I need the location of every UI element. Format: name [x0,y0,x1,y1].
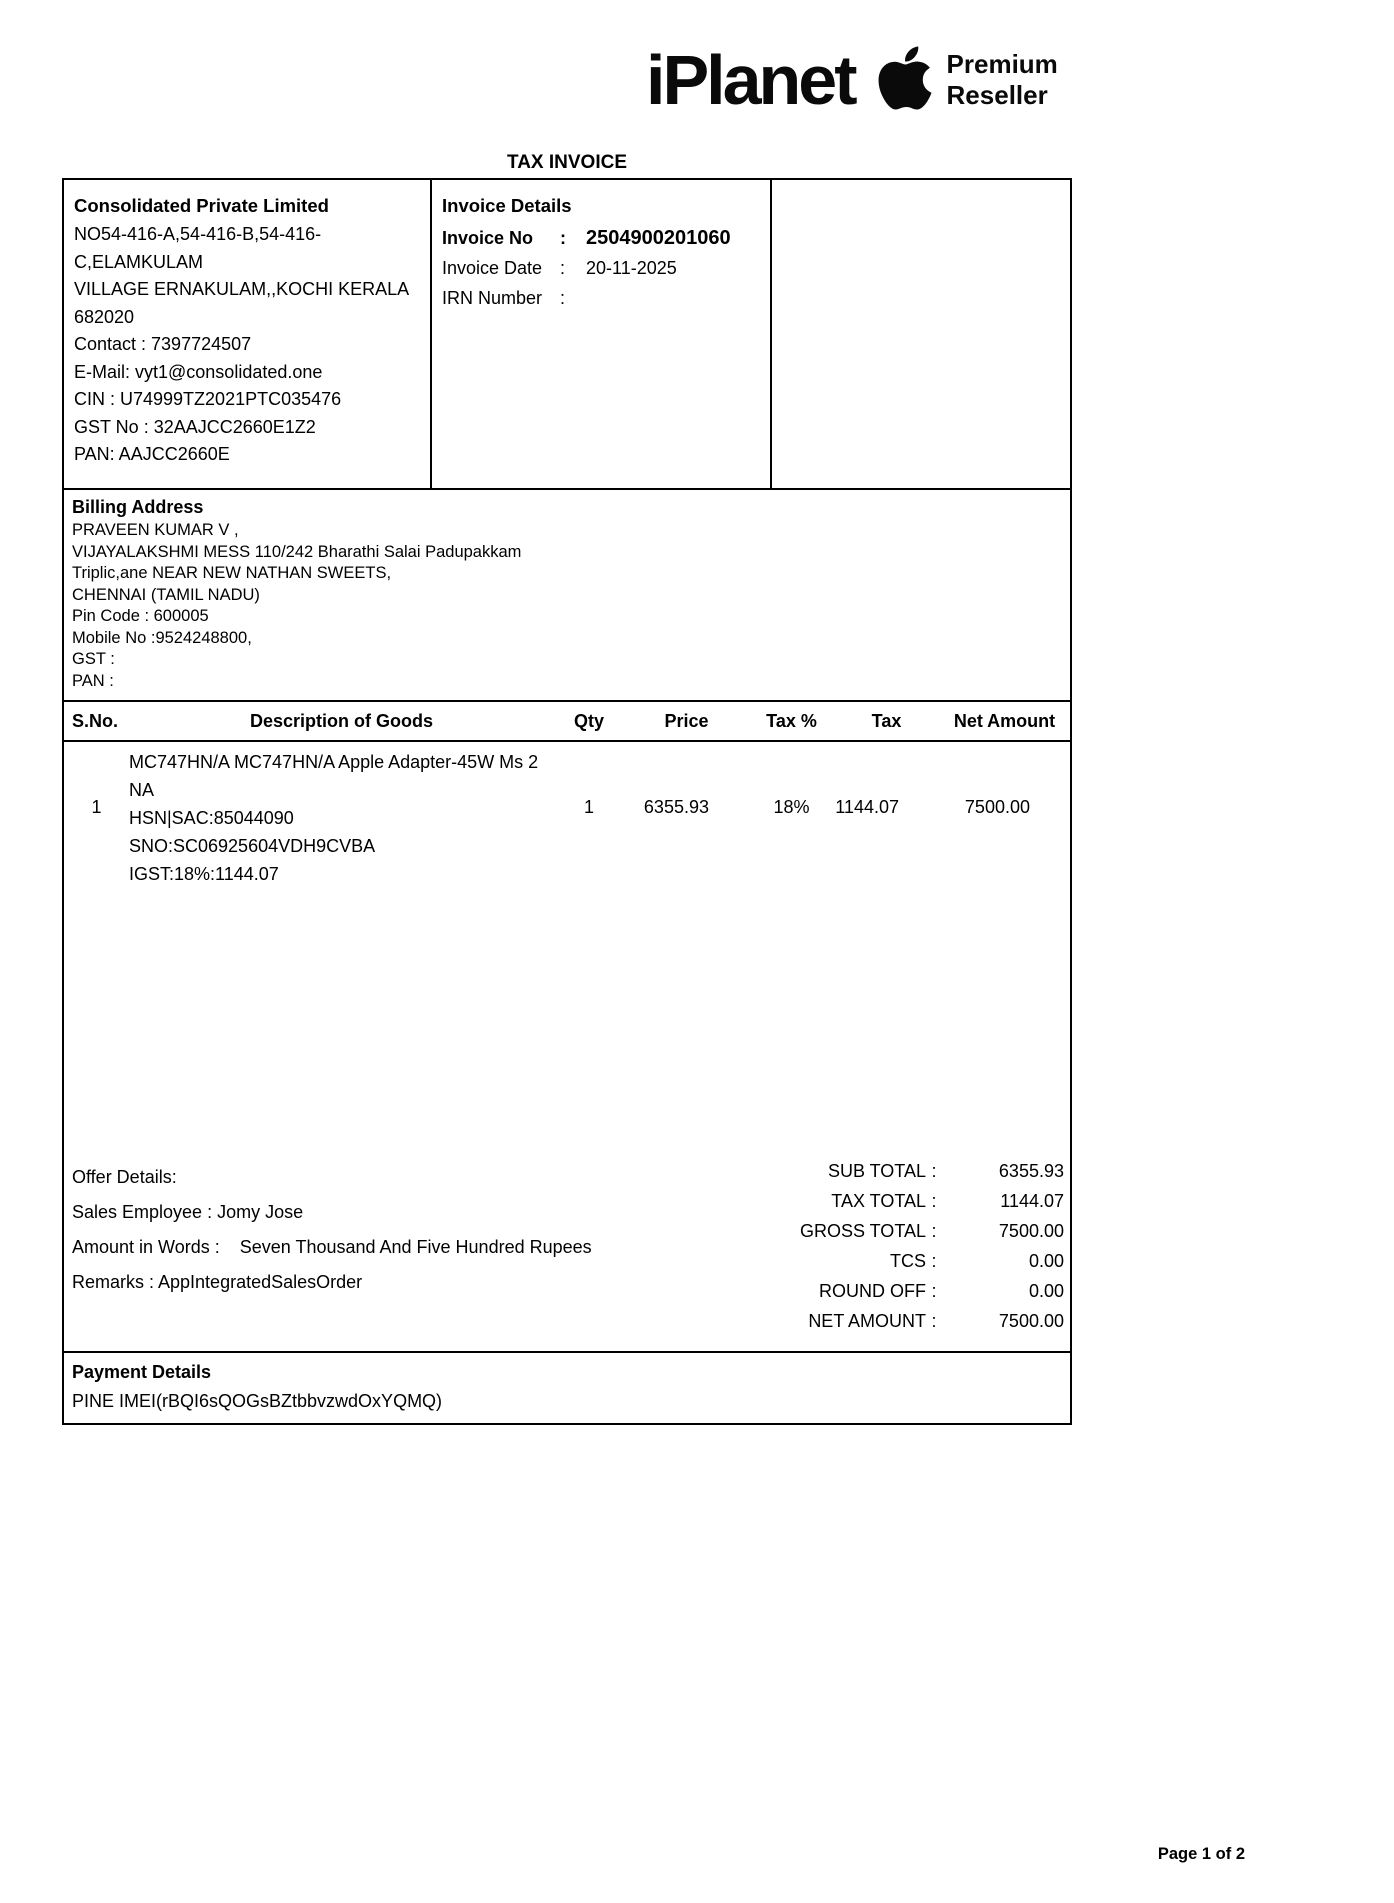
total-row-sub-total [624,1156,1064,1186]
remarks: Remarks : AppIntegratedSalesOrder [72,1272,363,1292]
col-header-tax: Tax [871,710,902,731]
payment-details [64,1353,1070,1416]
totals-block [624,1148,1070,1351]
amount-in-words-value: Seven Thousand And Five Hundred Rupees [239,1237,592,1257]
invoice-details [432,180,772,488]
irn-row [442,283,760,313]
page-number: Page 1 of 2 [1157,1845,1245,1863]
irn-label: IRN Number [442,288,543,308]
top-section [64,180,1070,490]
invoice-box [62,178,1072,1425]
net-amount-colon: : [931,1311,937,1331]
net-amount-label: NET AMOUNT [808,1311,926,1331]
table-row [64,742,1070,888]
sub-total-colon: : [931,1161,937,1181]
col-header-qty: Qty [573,710,604,731]
items-table-header [64,702,1070,742]
round-off-colon: : [931,1281,937,1301]
sub-total-label: SUB TOTAL [827,1161,926,1181]
invoice-date-label: Invoice Date [442,258,543,278]
seller-email: E-Mail: vyt1@consolidated.one [74,361,323,382]
offer-details: Offer Details: [72,1167,177,1187]
billing-gst: GST : [72,650,115,668]
irn-value [586,283,760,313]
tax-total-value: 1144.07 [1000,1191,1064,1211]
net-amount-value: 7500.00 [998,1311,1064,1331]
item-sno: 1 [91,796,102,817]
amount-in-words-row [72,1230,624,1265]
col-header-tax-pct: Tax % [766,710,817,731]
seller-address-line-2: VILLAGE ERNAKULAM,,KOCHI KERALA 682020 [74,279,409,327]
col-header-description: Description of Goods [249,710,433,731]
payment-details-line: PINE IMEI(rBQI6sQOGsBZtbbvzwdOxYQMQ) [72,1391,443,1411]
invoice-no-value: 2504900201060 [586,227,731,249]
col-header-sno: S.No. [72,710,119,731]
reseller-tagline [947,49,1058,111]
item-net-amount: 7500.00 [964,796,1030,817]
sub-total-value: 6355.93 [998,1161,1064,1181]
billing-pincode: Pin Code : 600005 [72,607,209,625]
tax-total-label: TAX TOTAL [831,1191,926,1211]
seller-name: Consolidated Private Limited [74,195,329,216]
summary-section [64,1148,1070,1353]
billing-mobile: Mobile No :9524248800, [72,628,252,647]
item-description [129,748,554,888]
item-description-line-1: MC747HN/A MC747HN/A Apple Adapter-45W Ms 2 NA [129,752,539,800]
reseller-line-2: Reseller [946,80,1048,110]
irn-colon: : [560,288,566,308]
seller-cin: CIN : U74999TZ2021PTC035476 [74,389,342,409]
seller-pan: PAN: AAJCC2660E [74,444,230,464]
billing-city: CHENNAI (TAMIL NADU) [72,585,260,604]
col-header-net-amount: Net Amount [953,710,1056,731]
summary-left [64,1148,624,1351]
total-row-gross-total [624,1216,1064,1246]
tax-total-colon: : [931,1191,937,1211]
invoice-no-label: Invoice No [442,228,534,248]
tcs-colon: : [931,1251,937,1271]
seller-contact: Contact : 7397724507 [74,334,252,354]
seller-address-line-1: NO54-416-A,54-416-B,54-416-C,ELAMKULAM [74,224,322,272]
brand-header [646,40,1058,120]
gross-total-colon: : [931,1221,937,1241]
item-description-line-4: IGST:18%:1144.07 [129,864,279,884]
sales-employee: Sales Employee : Jomy Jose [72,1202,304,1222]
payment-details-heading: Payment Details [72,1362,212,1382]
items-table-body [64,742,1070,1148]
item-tax: 1144.07 [835,796,899,817]
col-header-price: Price [664,710,709,731]
seller-gst: GST No : 32AAJCC2660E1Z2 [74,416,316,437]
billing-address [64,490,1070,702]
item-tax-pct: 18% [773,796,810,817]
invoice-details-heading: Invoice Details [442,195,572,216]
item-description-line-3: SNO:SC06925604VDH9CVBA [129,836,376,856]
billing-name: PRAVEEN KUMAR V , [72,521,239,539]
invoice-date-colon: : [560,258,566,278]
top-section-blank-cell [772,180,1070,488]
gross-total-label: GROSS TOTAL [799,1221,926,1241]
total-row-tax-total [624,1186,1064,1216]
invoice-date-value: 20-11-2025 [586,258,677,278]
apple-logo-icon [877,42,933,114]
billing-address-line-1: VIJAYALAKSHMI MESS 110/242 Bharathi Salai Padupakkam [72,542,522,561]
tcs-label: TCS [890,1251,926,1271]
billing-pan: PAN : [72,671,114,690]
reseller-line-1: Premium [946,49,1058,79]
round-off-label: ROUND OFF [819,1281,926,1301]
billing-address-line-2: Triplic,ane NEAR NEW NATHAN SWEETS, [72,564,392,582]
item-description-line-2: HSN|SAC:85044090 [129,808,294,828]
total-row-net-amount [624,1306,1064,1336]
round-off-value: 0.00 [1028,1281,1064,1301]
amount-in-words-label: Amount in Words : [72,1237,220,1257]
document-title: TAX INVOICE [507,152,627,173]
total-row-round-off [624,1276,1064,1306]
item-price: 6355.93 [643,796,709,817]
invoice-no-colon: : [560,228,566,248]
total-row-tcs [624,1246,1064,1276]
invoice-no-row [442,223,760,253]
gross-total-value: 7500.00 [998,1221,1064,1241]
brand-name: iPlanet [646,41,855,119]
seller-details [64,180,432,488]
invoice-date-row [442,253,760,283]
item-qty: 1 [583,796,594,817]
tcs-value: 0.00 [1028,1251,1064,1271]
billing-heading: Billing Address [72,497,204,517]
